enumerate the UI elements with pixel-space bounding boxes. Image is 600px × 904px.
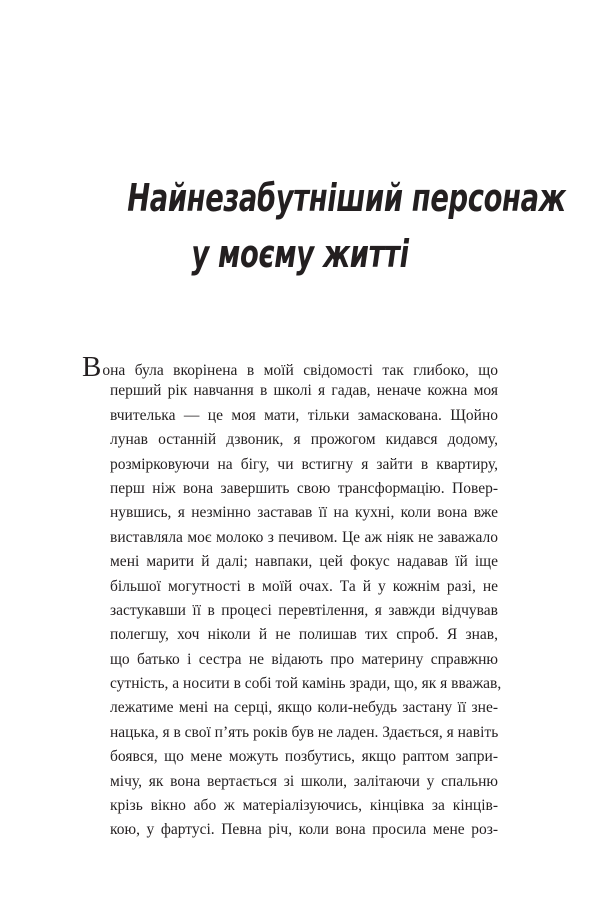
body-paragraph (82, 351, 502, 843)
chapter-title-line-2: у моєму житті (191, 232, 409, 276)
paragraph-line: нацька, я в свої п’ять років був не ладен. Здається, я навіть (110, 723, 499, 741)
paragraph-line (82, 351, 498, 383)
paragraph-line: вчителька — це моя мати, тільки замаскована. Щойно (110, 406, 498, 424)
paragraph-line: боявся, що мене можуть позбутись, якщо раптом запри- (110, 748, 498, 766)
paragraph-line: перший рік навчання в школі я гадав, неначе кожна моя (110, 382, 498, 400)
paragraph-line: більшої могутності в моїй очах. Та й у кожнім разі, не (110, 577, 498, 595)
paragraph-line: застукавши її в процесі перевтілення, я завжди відчував (110, 601, 498, 619)
paragraph-line: перш ніж вона завершить свою трансформацію. Повер- (110, 479, 498, 497)
paragraph-line: крізь вікно або ж матеріалізуючись, кінцівка за кінців- (110, 797, 498, 815)
paragraph-line: виставляла моє молоко з печивом. Це аж ніяк не заважало (110, 528, 498, 546)
paragraph-line: мічу, як вона вертається зі школи, залітаючи у спальню (110, 772, 498, 790)
drop-cap: В (82, 351, 102, 383)
first-line-text: она була вкорінена в моїй свідомості так глибоко, що (102, 362, 498, 379)
paragraph-line: нувшись, я незмінно заставав її на кухні, коли вона вже (110, 504, 498, 522)
paragraph-line: розмірковуючи на бігу, чи встигну я зайти в квартиру, (110, 455, 498, 473)
paragraph-line: полегшу, хоч ніколи й не полишав тих спроб. Я знав, (110, 626, 498, 644)
paragraph-line: сутність, а носити в собі той камінь зради, що, як я вважав, (110, 675, 502, 693)
chapter-title-line-1: Найнезабутніший персонаж (127, 176, 566, 220)
paragraph-line: мені марити й далі; навпаки, цей фокус надавав їй іще (110, 553, 498, 571)
paragraph-line: лунав останній дзвоник, я прожогом кидався додому, (110, 431, 498, 449)
paragraph-line: лежатиме мені на серці, якщо коли-небудь застану її зне- (110, 699, 498, 717)
chapter-title (127, 170, 566, 282)
paragraph-line: кою, у фартусі. Певна річ, коли вона просила мене роз- (110, 821, 498, 839)
paragraph-line: що батько і сестра не відають про материну справжню (110, 650, 498, 668)
